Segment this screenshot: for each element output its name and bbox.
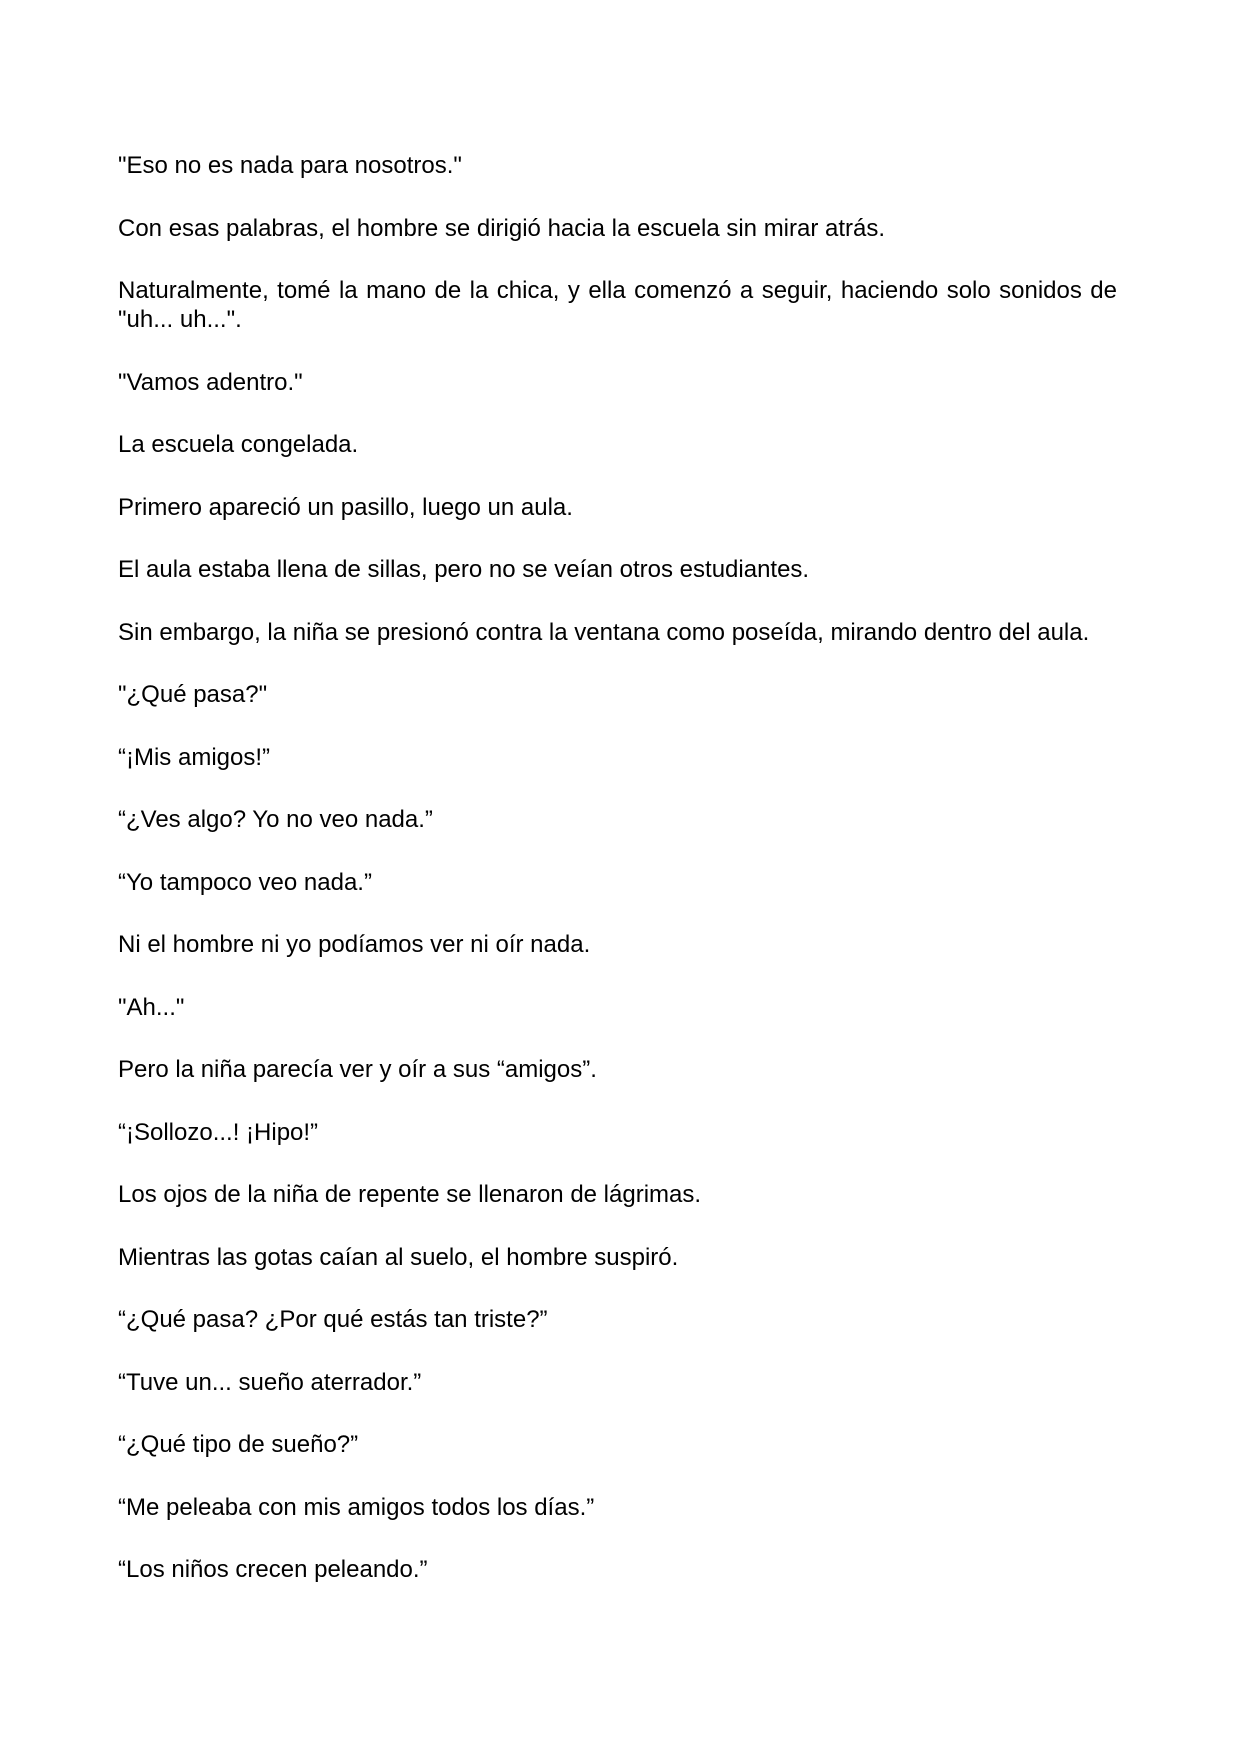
paragraph: “¿Ves algo? Yo no veo nada.” [118,806,433,833]
paragraph: La escuela congelada. [118,431,359,458]
paragraph: El aula estaba llena de sillas, pero no se veían otros estudiantes. [118,556,810,583]
paragraph: “¡Mis amigos!” [118,743,271,771]
paragraph: Los ojos de la niña de repente se llenaron de lágrimas. [118,1181,702,1208]
paragraph: “Yo tampoco veo nada.” [118,868,372,896]
paragraph: "Eso no es nada para nosotros." [118,152,462,179]
paragraph: Naturalmente, tomé la mano de la chica, y ella comenzó a seguir, haciendo solo sonidos de "uh... uh...". [118,277,1117,333]
paragraph: Primero apareció un pasillo, luego un aula. [118,493,573,521]
paragraph: “¿Qué tipo de sueño?” [118,1431,359,1458]
paragraph: Pero la niña parecía ver y oír a sus “amigos”. [118,1056,597,1083]
paragraph: Con esas palabras, el hombre se dirigió hacia la escuela sin mirar atrás. [118,214,886,242]
paragraph: "¿Qué pasa?" [118,681,268,708]
paragraph: “Los niños crecen peleando.” [118,1556,428,1583]
paragraph: Sin embargo, la niña se presionó contra la ventana como poseída, mirando dentro del aula. [118,618,1090,646]
paragraph: Mientras las gotas caían al suelo, el hombre suspiró. [118,1243,679,1271]
paragraph: “Me peleaba con mis amigos todos los días.” [118,1493,595,1521]
paragraph: "Ah..." [118,993,185,1021]
paragraph: “¿Qué pasa? ¿Por qué estás tan triste?” [118,1306,548,1333]
paragraph: “Tuve un... sueño aterrador.” [118,1368,422,1396]
paragraph: "Vamos adentro." [118,368,303,396]
paragraph: Ni el hombre ni yo podíamos ver ni oír nada. [118,931,591,958]
paragraph: “¡Sollozo...! ¡Hipo!” [118,1118,319,1146]
